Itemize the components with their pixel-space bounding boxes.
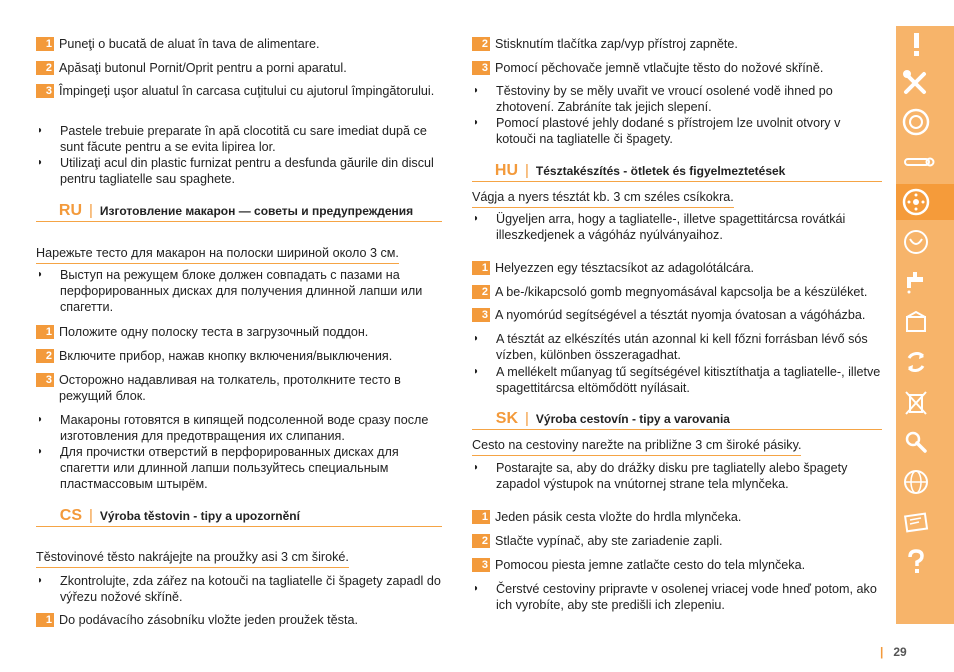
language-code: HU — [494, 162, 518, 179]
step-text: Helyezzen egy tésztacsíkot az adagolótálcára. — [495, 261, 755, 275]
hu-step-1 — [472, 260, 882, 276]
tap-icon — [901, 267, 931, 297]
section-intro: Těstovinové těsto nakrájejte na proužky asi 3 cm široké. — [36, 549, 349, 568]
bullet-text: Zkontrolujte, zda zářez na kotouči na tagliatelle či špagety zapadl do výřezu nožové skříně. — [60, 574, 441, 604]
bullet-icon: ◗ — [37, 157, 44, 168]
step-number: 1 — [472, 510, 490, 524]
sk-bullet-1 — [472, 460, 882, 492]
globe-icon — [901, 467, 931, 497]
section-title: Tésztakészítés - ötletek és figyelmeztetések — [535, 164, 786, 178]
bullet-text: Utilizaţi acul din plastic furnizat pentru a desfunda găurile din discul pentru tagliatelle sau spaghete. — [60, 156, 434, 186]
bullet-text: Для прочистки отверстий в перфорированных дисках для спагетти или длинной лапши пользуйтесь специальным пластмассовым штырём. — [60, 445, 399, 491]
language-code: SK — [495, 410, 518, 427]
sk-step-3 — [472, 557, 882, 573]
cs-intro-wrap — [36, 548, 442, 568]
tools-icon — [901, 67, 931, 97]
bullet-icon: ◗ — [473, 333, 480, 344]
step-text: Stlačte vypínač, aby ste zariadenie zapli. — [495, 534, 723, 548]
step-number: 1 — [36, 325, 54, 339]
step-number: 2 — [36, 349, 54, 363]
sidebar-tab-pasta-disc[interactable] — [896, 184, 954, 220]
magnifier-icon — [901, 427, 931, 457]
ru-step-1 — [36, 324, 442, 340]
chapter-sidebar — [896, 26, 954, 624]
step-text: Do podávacího zásobníku vložte jeden proužek těsta. — [59, 613, 358, 627]
disc-icon — [901, 107, 931, 137]
step-text: Împingeţi uşor aluatul în carcasa cuţitului cu ajutorul împingătorului. — [59, 84, 435, 98]
bullet-text: Těstoviny by se měly uvařit ve vroucí osolené vodě ihned po zhotovení. Zabráníte tak jejich slepení. — [496, 84, 833, 114]
ro-bullet-1 — [36, 123, 442, 155]
step-number: 2 — [36, 61, 54, 75]
step-text: Pomocí pěchovače jemně vtlačujte těsto do nožové skříně. — [495, 61, 824, 75]
step-number: 2 — [472, 534, 490, 548]
section-intro: Cesto na cestoviny narežte na približne 3 cm široké pásiky. — [472, 437, 801, 456]
bullet-text: Pomocí plastové jehly dodané s přístrojem lze uvolnit otvory v kotouči na tagliatelle či špagety. — [496, 116, 841, 146]
hu-bullet-2 — [472, 331, 882, 363]
ru-intro-wrap — [36, 244, 442, 264]
bullet-icon: ◗ — [37, 125, 44, 136]
bullet-icon: ◗ — [473, 213, 480, 224]
section-title: Výroba cestovín - tipy a varovania — [535, 412, 730, 426]
sidebar-tab-service[interactable] — [896, 504, 954, 540]
bullet-icon: ◗ — [473, 366, 480, 377]
cs-step-3 — [472, 60, 882, 76]
card-icon — [901, 507, 931, 537]
bowl-icon — [901, 227, 931, 257]
step-number: 3 — [472, 61, 490, 75]
bullet-text: Postarajte sa, aby do drážky disku pre tagliatelly alebo špagety zapadol výstupok na vnútornej strane tela mlynčeka. — [496, 461, 848, 491]
step-text: Puneţi o bucată de aluat în tava de alimentare. — [59, 37, 320, 51]
exclamation-icon — [901, 29, 931, 59]
sidebar-tab-guarantee[interactable] — [896, 464, 954, 500]
ro-step-2 — [36, 60, 442, 76]
section-header-hu — [472, 163, 882, 182]
step-number: 3 — [472, 308, 490, 322]
bullet-icon: ◗ — [37, 575, 44, 586]
sidebar-tab-assembly[interactable] — [896, 64, 954, 100]
sidebar-tab-faq[interactable] — [896, 544, 954, 580]
bullet-text: Ügyeljen arra, hogy a tagliatelle-, illetve spagettitárcsa rovátkái illeszkedjenek a vágóház nyúlványaihoz. — [496, 212, 846, 242]
step-text: Включите прибор, нажав кнопку включения/выключения. — [59, 349, 393, 363]
bullet-icon: ◗ — [37, 269, 44, 280]
sidebar-tab-disc[interactable] — [896, 104, 954, 140]
ro-step-1 — [36, 36, 442, 52]
step-text: Stisknutím tlačítka zap/vyp přístroj zapněte. — [495, 37, 738, 51]
step-number: 1 — [472, 261, 490, 275]
bullet-icon: ◗ — [37, 446, 44, 457]
step-text: A be-/kikapcsoló gomb megnyomásával kapcsolja be a készüléket. — [495, 285, 868, 299]
cs-bullet-2 — [472, 83, 882, 115]
bullet-icon: ◗ — [473, 583, 480, 594]
bin-icon — [901, 387, 931, 417]
step-number: 3 — [36, 373, 54, 387]
page-number-separator: | — [880, 645, 884, 659]
box-icon — [901, 307, 931, 337]
bullet-icon: ◗ — [473, 85, 480, 96]
ru-bullet-1 — [36, 267, 442, 315]
cs-step-2 — [472, 36, 882, 52]
sidebar-tab-cleaning[interactable] — [896, 264, 954, 300]
step-text: Положите одну полоску теста в загрузочный поддон. — [59, 325, 369, 339]
bullet-text: A tésztát az elkészítés után azonnal ki kell főzni forrásban lévő sós vízben, különben összeragadhat. — [496, 332, 868, 362]
step-number: 2 — [472, 37, 490, 51]
step-text: Pomocou piesta jemne zatlačte cesto do tela mlynčeka. — [495, 558, 806, 572]
step-number: 2 — [472, 285, 490, 299]
section-title: Výroba těstovin - tipy a upozornění — [99, 509, 300, 523]
sidebar-tab-storage[interactable] — [896, 304, 954, 340]
section-intro: Нарежьте тесто для макарон на полоски шириной около 3 см. — [36, 245, 399, 264]
language-code: RU — [58, 202, 82, 219]
disc-active-icon — [901, 187, 931, 217]
section-title: Изготовление макарон — советы и предупреждения — [99, 204, 414, 218]
bullet-icon: ◗ — [37, 414, 44, 425]
step-number: 3 — [36, 84, 54, 98]
step-number: 1 — [36, 37, 54, 51]
header-separator: | — [525, 162, 529, 179]
header-separator: | — [525, 410, 529, 427]
page-number-value: 29 — [893, 645, 907, 659]
language-code: CS — [59, 507, 82, 524]
hu-step-3 — [472, 307, 882, 323]
hu-bullet-3 — [472, 364, 882, 396]
ro-bullet-2 — [36, 155, 442, 187]
recycle-icon — [901, 347, 931, 377]
sidebar-tab-search[interactable] — [896, 424, 954, 460]
sidebar-tab-warnings[interactable] — [896, 26, 954, 62]
bullet-icon: ◗ — [473, 462, 480, 473]
bone-icon — [901, 147, 935, 177]
ru-step-3 — [36, 372, 442, 404]
section-intro: Vágja a nyers tésztát kb. 3 cm széles csíkokra. — [472, 189, 734, 208]
section-header-ru — [36, 203, 442, 222]
ru-step-2 — [36, 348, 442, 364]
sk-intro-wrap — [472, 436, 882, 456]
cs-bullet-3 — [472, 115, 882, 147]
question-icon — [901, 547, 931, 577]
bullet-icon: ◗ — [473, 117, 480, 128]
sk-bullet-2 — [472, 581, 882, 613]
header-separator: | — [89, 202, 93, 219]
step-text: Jeden pásik cesta vložte do hrdla mlynčeka. — [495, 510, 742, 524]
ru-bullet-2 — [36, 412, 442, 444]
sk-step-2 — [472, 533, 882, 549]
hu-step-2 — [472, 284, 882, 300]
hu-intro-wrap — [472, 188, 882, 208]
cs-bullet-1 — [36, 573, 442, 605]
step-text: Apăsaţi butonul Pornit/Oprit pentru a porni aparatul. — [59, 61, 347, 75]
sidebar-tab-recipes[interactable] — [896, 224, 954, 260]
ro-step-3 — [36, 83, 442, 99]
section-header-sk — [472, 411, 882, 430]
section-header-cs — [36, 508, 442, 527]
header-separator: | — [89, 507, 93, 524]
sidebar-tab-environment[interactable] — [896, 344, 954, 380]
bullet-text: Выступ на режущем блоке должен совпадать с пазами на перфорированных дисках для получения длинной лапши или спагетти. — [60, 268, 423, 314]
step-number: 3 — [472, 558, 490, 572]
cs-step-1 — [36, 612, 442, 628]
bullet-text: Pastele trebuie preparate în apă clocotită cu sare imediat după ce sunt făcute pentru a se evita lipirea lor. — [60, 124, 427, 154]
ru-bullet-3 — [36, 444, 442, 492]
sidebar-tab-pusher[interactable] — [896, 144, 954, 180]
hu-bullet-1 — [472, 211, 882, 243]
sk-step-1 — [472, 509, 882, 525]
bullet-text: A mellékelt műanyag tű segítségével kitisztíthatja a tagliatelle-, illetve spagettitárcsa eltömődött nyílásait. — [496, 365, 881, 395]
sidebar-tab-disposal[interactable] — [896, 384, 954, 420]
bullet-text: Čerstvé cestoviny pripravte v osolenej vriacej vode hneď potom, ako ich vyrobíte, aby ste predišli ich zlepeniu. — [496, 582, 877, 612]
step-number: 1 — [36, 613, 54, 627]
bullet-text: Макароны готовятся в кипящей подсоленной воде сразу после изготовления для предотвращения их слипания. — [60, 413, 429, 443]
step-text: Осторожно надавливая на толкатель, протолкните тесто в режущий блок. — [59, 373, 401, 403]
step-text: A nyomórúd segítségével a tésztát nyomja óvatosan a vágóházba. — [495, 308, 866, 322]
page-number — [880, 645, 907, 659]
